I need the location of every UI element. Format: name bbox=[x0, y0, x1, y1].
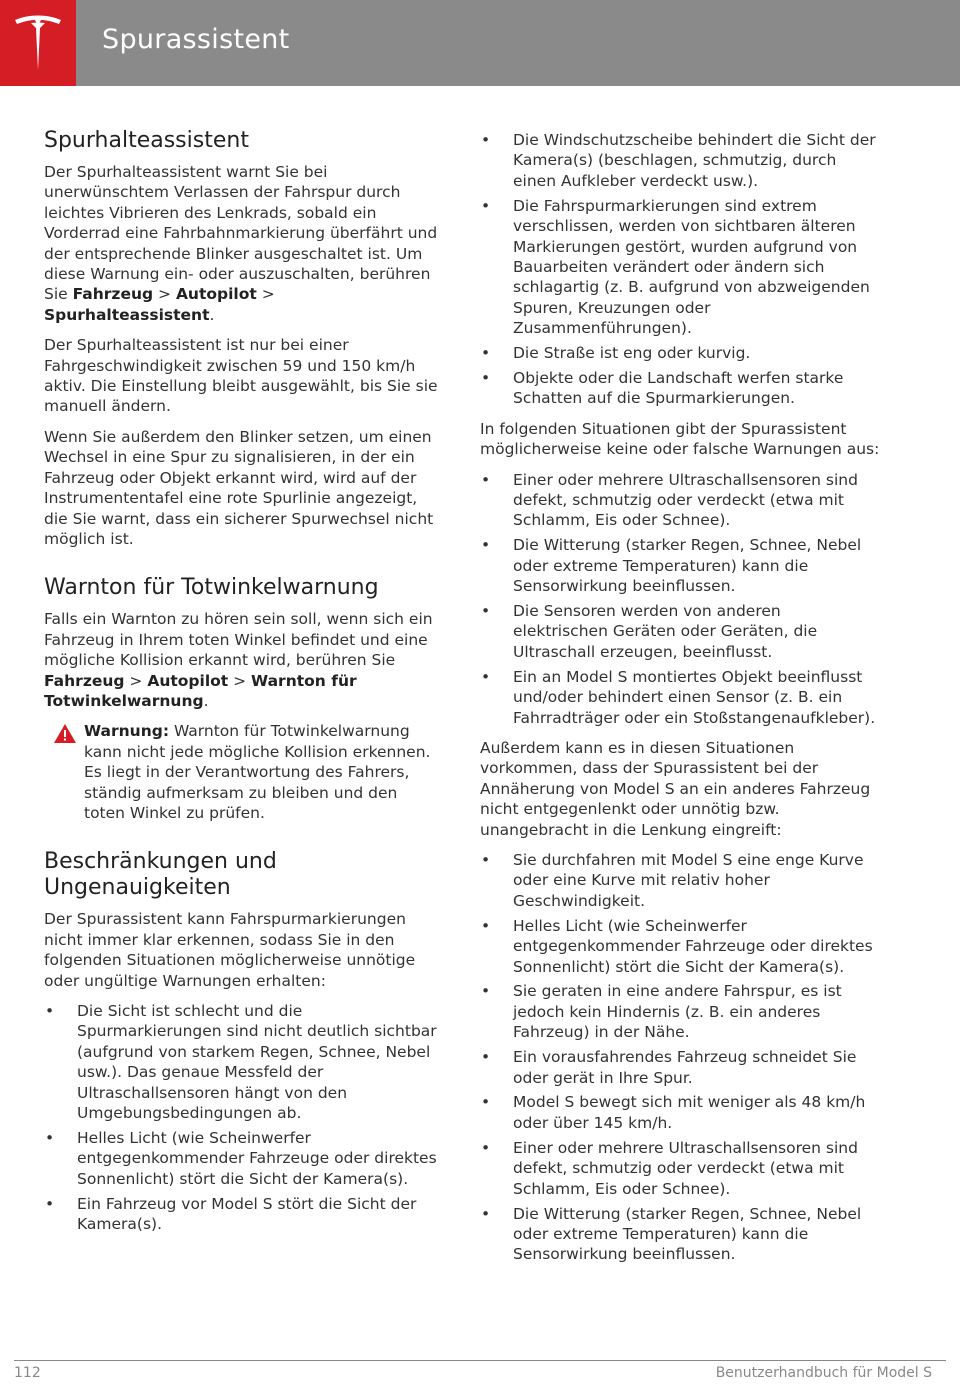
list-limitations-right bbox=[480, 130, 880, 409]
menu-path-fahrzeug: Fahrzeug bbox=[44, 671, 125, 690]
page-number: 112 bbox=[14, 1365, 41, 1381]
list-item: • Ein Fahrzeug vor Model S stört die Sicht der Kamera(s). bbox=[44, 1194, 438, 1235]
brand-logo-box bbox=[0, 0, 76, 86]
list-item: • Objekte oder die Landschaft werfen starke Schatten auf die Spurmarkierungen. bbox=[480, 368, 880, 409]
list-limitations-left bbox=[44, 1001, 438, 1234]
warning-text: Warnton für Totwinkelwarnung kann nicht jede mögliche Kollision erkennen. Es liegt in der Verantwortung des Fahrers, ständig aufmerksam zu bleiben und den toten Winkel zu prüfen. bbox=[84, 722, 431, 822]
paragraph-false-warnings: In folgenden Situationen gibt der Spurassistent möglicherweise keine oder falsche Warnungen aus: bbox=[480, 419, 880, 459]
warning-label: Warnung: bbox=[84, 722, 170, 741]
list-item: • Die Witterung (starker Regen, Schnee, Nebel oder extreme Temperaturen) kann die Sensorwirkung beeinflussen. bbox=[480, 535, 880, 596]
list-item: • Ein an Model S montiertes Objekt beeinflusst und/oder behindert einen Sensor (z. B. ein Fahrradträger oder ein Stoßstangenaufkleber). bbox=[480, 667, 880, 728]
list-item: • Einer oder mehrere Ultraschallsensoren sind defekt, schmutzig oder verdeckt (etwa mit Schlamm, Eis oder Schnee). bbox=[480, 1138, 880, 1199]
paragraph-blinker: Wenn Sie außerdem den Blinker setzen, um einen Wechsel in eine Spur zu signalisieren, in der ein Fahrzeug oder Objekt erkannt wird, wird auf der Instrumententafel eine rote Spurlinie angezeigt, die Sie warnt, dass ein sicherer Spurwechsel nicht möglich ist. bbox=[44, 427, 434, 548]
text: . bbox=[203, 691, 209, 710]
list-item: • Helles Licht (wie Scheinwerfer entgegenkommender Fahrzeuge oder direktes Sonnenlicht) stört die Sicht der Kamera(s). bbox=[44, 1128, 438, 1189]
text: Der Spurhalteassistent warnt Sie bei unerwünschtem Verlassen der Fahrspur durch leichtes Vibrieren des Lenkrads, sobald ein Vorderrad eine Fahrbahnmarkierung überfährt und der entsprechende Blinker ausgeschaltet ist. Um diese Warnung ein- oder auszuschalten, berühren Sie bbox=[44, 163, 438, 304]
text: Falls ein Warnton zu hören sein soll, wenn sich ein Fahrzeug in Ihrem toten Winkel befindet und eine mögliche Kollision erkannt wird, berühren Sie bbox=[44, 610, 433, 670]
heading-warnton: Warnton für Totwinkelwarnung bbox=[44, 575, 379, 601]
path-separator: > bbox=[256, 285, 275, 304]
list-item: • Sie geraten in eine andere Fahrspur, es ist jedoch kein Hindernis (z. B. ein anderes Fahrzeug) in der Nähe. bbox=[480, 981, 880, 1042]
path-separator: > bbox=[153, 285, 176, 304]
menu-path-warnton: Warnton für Totwinkelwarnung bbox=[44, 671, 357, 710]
left-column bbox=[44, 128, 438, 1244]
footer-divider bbox=[14, 1360, 946, 1361]
list-item: • Helles Licht (wie Scheinwerfer entgegenkommender Fahrzeuge oder direktes Sonnenlicht) stört die Sicht der Kamera(s). bbox=[480, 916, 880, 977]
menu-path-autopilot: Autopilot bbox=[175, 285, 257, 304]
list-steering-situations bbox=[480, 850, 880, 1265]
heading-spurhalteassistent: Spurhalteassistent bbox=[44, 128, 249, 153]
list-item: • Die Witterung (starker Regen, Schnee, Nebel oder extreme Temperaturen) kann die Sensorwirkung beeinflussen. bbox=[480, 1204, 880, 1265]
footer-manual-title: Benutzerhandbuch für Model S bbox=[715, 1365, 932, 1381]
paragraph-warnton bbox=[44, 609, 438, 711]
menu-path-autopilot: Autopilot bbox=[147, 671, 229, 690]
paragraph-steering-intervention: Außerdem kann es in diesen Situationen vorkommen, dass der Spurassistent bei der Annäherung von Model S an ein anderes Fahrzeug nicht entgegenlenkt oder unnötig bzw. unangebracht in die Lenkung eingreift: bbox=[480, 738, 871, 839]
menu-path-spurhalteassistent: Spurhalteassistent bbox=[44, 305, 210, 324]
text: . bbox=[209, 305, 215, 324]
list-item: • Die Sensoren werden von anderen elektrischen Geräten oder Geräten, die Ultraschall erzeugen, beeinflusst. bbox=[480, 601, 880, 662]
right-column bbox=[480, 130, 880, 1275]
paragraph-beschraenkungen: Der Spurassistent kann Fahrspurmarkierungen nicht immer klar erkennen, sodass Sie in den folgenden Situationen möglicherweise unnötige oder ungültige Warnungen erhalten: bbox=[44, 910, 416, 990]
list-item: • Ein vorausfahrendes Fahrzeug schneidet Sie oder gerät in Ihre Spur. bbox=[480, 1047, 880, 1088]
warning-note bbox=[44, 721, 438, 823]
list-item: • Die Windschutzscheibe behindert die Sicht der Kamera(s) (beschlagen, schmutzig, durch einen Aufkleber verdeckt usw.). bbox=[480, 130, 880, 191]
list-item: • Sie durchfahren mit Model S eine enge Kurve oder eine Kurve mit relativ hoher Geschwindigkeit. bbox=[480, 850, 880, 911]
warning-triangle-icon bbox=[54, 724, 76, 743]
list-item: • Die Fahrspurmarkierungen sind extrem verschlissen, werden von sichtbaren älteren Markierungen gestört, wurden aufgrund von Bauarbeiten verändert oder ändern sich schlagartig (z. B. aufgrund von abzweigenden Spuren, Kreuzungen oder Zusammenführungen). bbox=[480, 196, 880, 339]
header-title: Spurassistent bbox=[102, 24, 290, 55]
path-separator: > bbox=[124, 671, 148, 690]
path-separator: > bbox=[228, 671, 252, 690]
list-false-warnings bbox=[480, 470, 880, 728]
list-item: • Einer oder mehrere Ultraschallsensoren sind defekt, schmutzig oder verdeckt (etwa mit Schlamm, Eis oder Schnee). bbox=[480, 470, 880, 531]
list-item: • Die Straße ist eng oder kurvig. bbox=[480, 343, 880, 363]
heading-beschraenkungen: Beschränkungen und Ungenauigkeiten bbox=[44, 849, 277, 901]
tesla-logo-icon bbox=[11, 14, 65, 72]
list-item: • Model S bewegt sich mit weniger als 48 km/h oder über 145 km/h. bbox=[480, 1092, 880, 1133]
paragraph-speed-range: Der Spurhalteassistent ist nur bei einer Fahrgeschwindigkeit zwischen 59 und 150 km/h aktiv. Die Einstellung bleibt ausgewählt, bis Sie sie manuell ändern. bbox=[44, 336, 438, 416]
page-header bbox=[0, 0, 960, 86]
menu-path-fahrzeug: Fahrzeug bbox=[72, 285, 154, 304]
paragraph-spurhalte-intro bbox=[44, 162, 438, 325]
list-item: • Die Sicht ist schlecht und die Spurmarkierungen sind nicht deutlich sichtbar (aufgrund von starkem Regen, Schnee, Nebel usw.). Das genaue Messfeld der Ultraschallsensoren hängt von den Umgebungsbedingungen ab. bbox=[44, 1001, 438, 1123]
